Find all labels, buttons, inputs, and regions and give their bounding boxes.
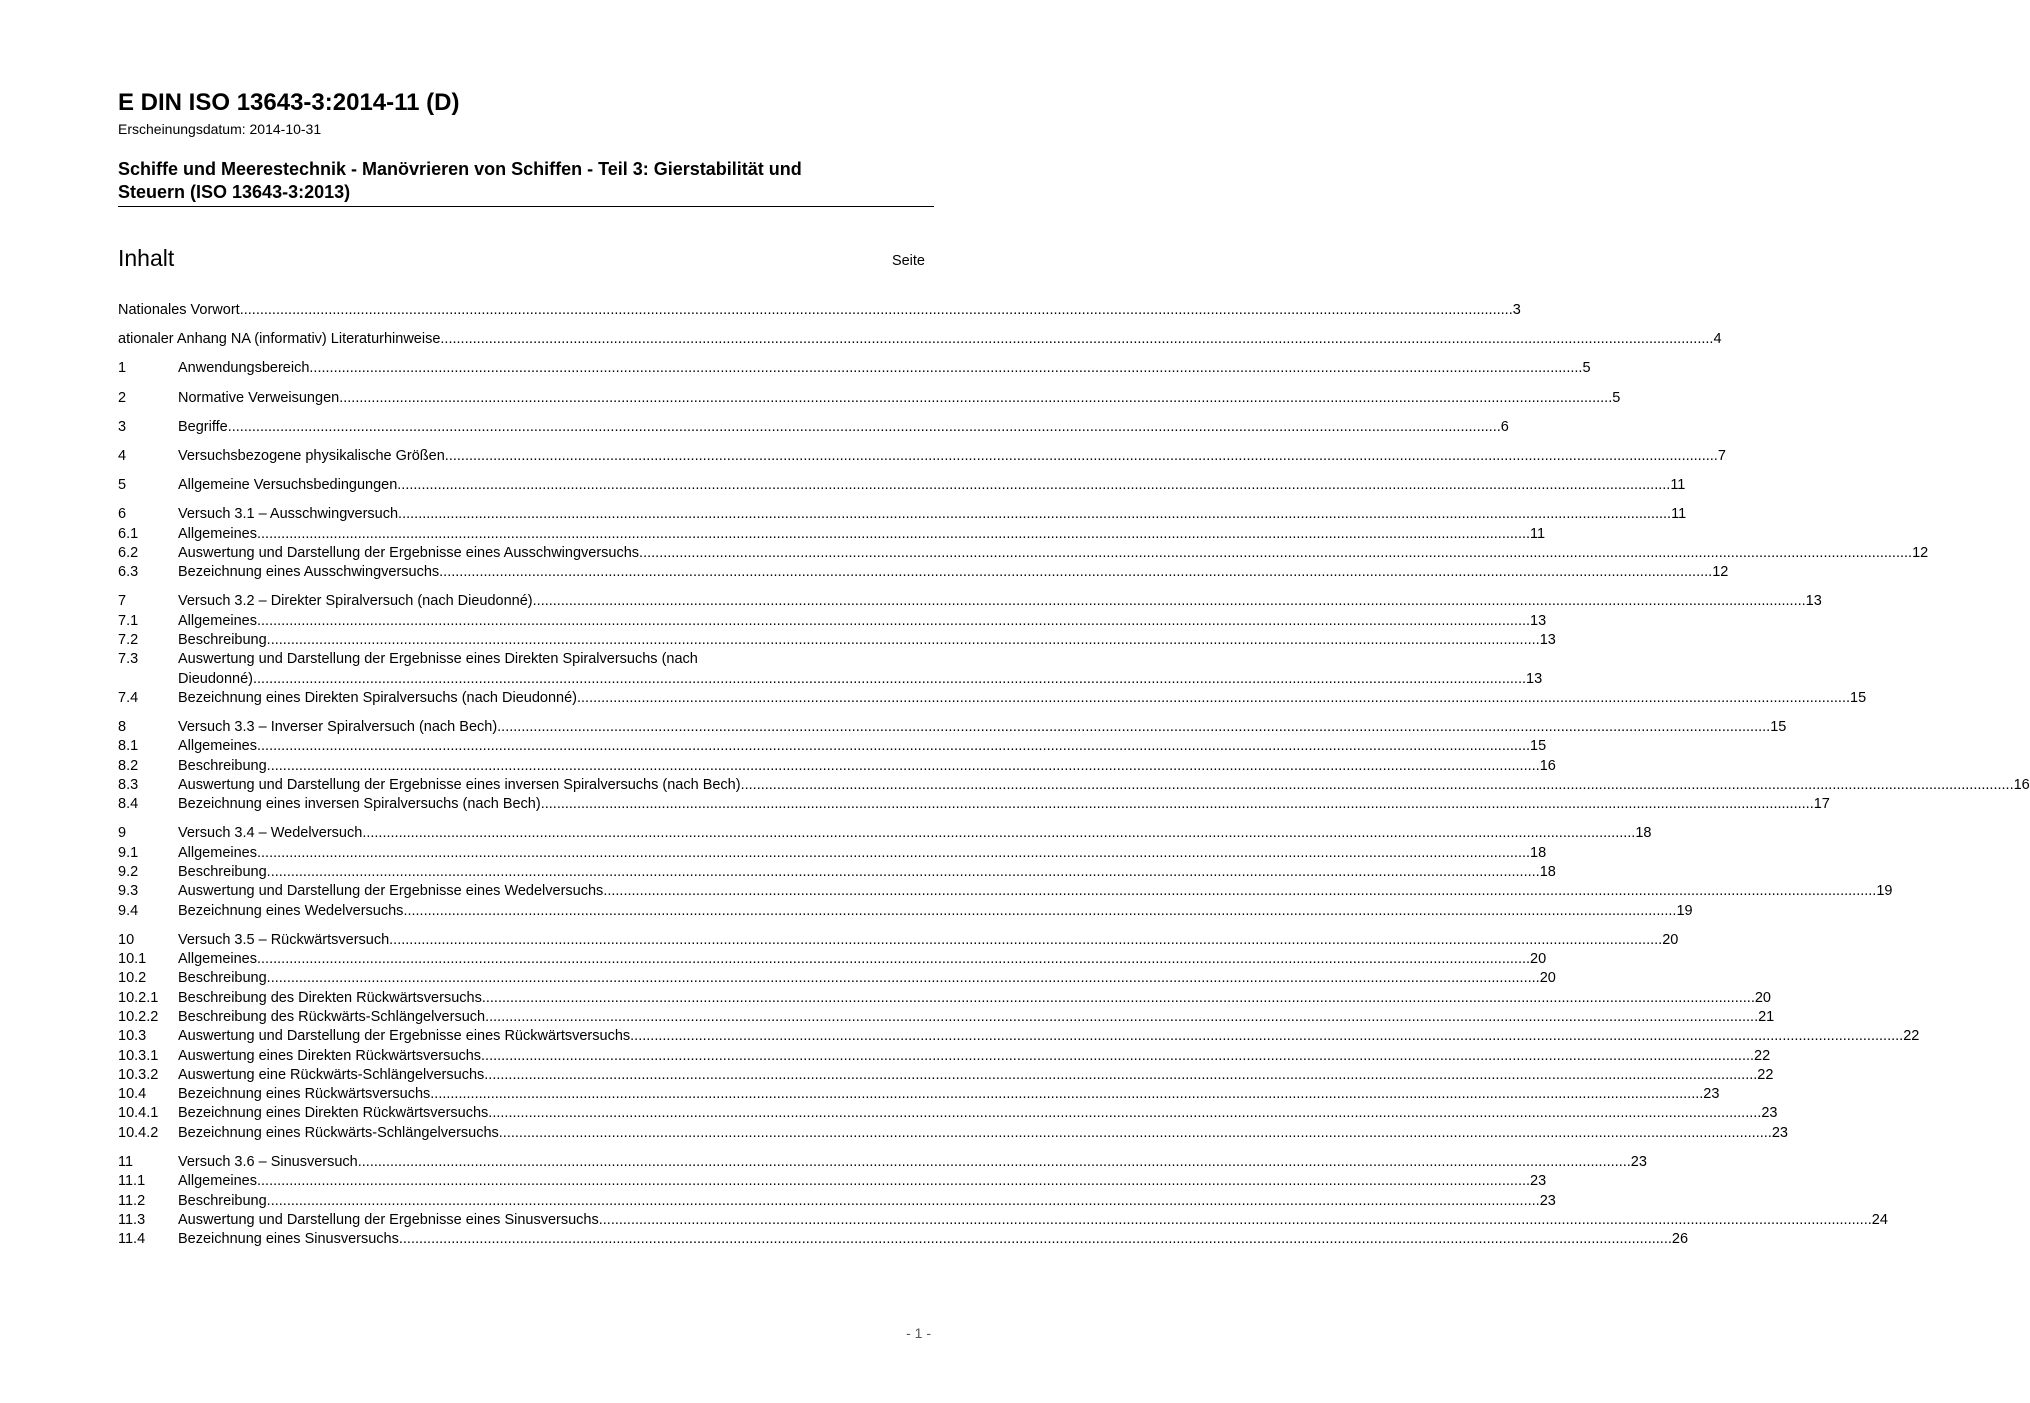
toc-heading: Inhalt <box>118 245 175 271</box>
toc-entry-page: 7 <box>1717 447 1726 464</box>
toc-entry-page: 21 <box>1758 1009 1775 1025</box>
toc-entry-title: Allgemeine Versuchsbedingungen <box>178 477 398 494</box>
toc-entry-page: 19 <box>1876 883 1893 900</box>
toc-entry-number: 9.2 <box>118 864 139 881</box>
toc-entry-page: 5 <box>1582 360 1591 377</box>
toc-leader-dots <box>577 689 1850 708</box>
toc-entry[interactable] <box>118 330 1722 349</box>
toc-entry-page: 11 <box>1530 525 1546 542</box>
toc-entry-number: 10.3 <box>118 1028 147 1045</box>
toc-entry-page: 19 <box>1676 902 1693 919</box>
toc-entry-page: 6 <box>1500 418 1509 435</box>
toc-entry-page: 20 <box>1530 951 1547 968</box>
toc-entry-title: Auswertung und Darstellung der Ergebnisse eines Ausschwingversuchs <box>178 544 640 561</box>
toc-entry-number: 11 <box>118 1153 134 1170</box>
toc-entry-title: Auswertung eines Direkten Rückwärtsversuchs <box>178 1047 482 1064</box>
toc-entry-title: Allgemeines <box>178 525 257 542</box>
toc-entry-title: Beschreibung <box>178 864 267 881</box>
toc-entry-page: 11 <box>1671 506 1687 523</box>
toc-entry-page: 20 <box>1754 989 1771 1006</box>
toc-entry-title: Beschreibung <box>178 631 267 648</box>
toc-leader-dots <box>267 757 1540 776</box>
toc-entry[interactable] <box>118 1211 1888 1230</box>
toc-entry[interactable] <box>118 737 1547 756</box>
toc-entry[interactable] <box>118 718 1787 737</box>
toc-entry[interactable] <box>118 1124 1788 1143</box>
toc-leader-dots <box>257 525 1530 544</box>
toc-leader-dots <box>399 1230 1672 1249</box>
toc-entry-title: Beschreibung des Direkten Rückwärtsversuchs <box>178 989 482 1006</box>
toc-entry-title: Beschreibung <box>178 757 267 774</box>
toc-entry[interactable] <box>118 689 1867 708</box>
toc-entry-number: 10.2 <box>118 970 147 987</box>
toc-entry-number: 7.3 <box>118 651 139 668</box>
toc-leader-dots <box>403 902 1676 921</box>
toc-entry-number: 7.2 <box>118 631 139 648</box>
toc-entry-title: Versuch 3.3 – Inverser Spiralversuch (nach Bech) <box>178 719 498 736</box>
document-title-line-1: Schiffe und Meerestechnik - Manövrieren von Schiffen - Teil 3: Gierstabilität und <box>118 159 802 179</box>
toc-leader-dots <box>257 737 1530 756</box>
toc-entry[interactable] <box>118 1153 1647 1172</box>
toc-entry-page: 3 <box>1512 302 1521 318</box>
toc-entry-title: Allgemeines <box>178 844 257 861</box>
toc-entry-title: Bezeichnung eines Sinusversuchs <box>178 1231 399 1248</box>
toc-entry-page: 18 <box>1635 825 1652 842</box>
toc-entry[interactable] <box>118 757 1556 776</box>
toc-entry-page: 4 <box>1713 331 1722 348</box>
toc-entry[interactable] <box>118 1085 1720 1104</box>
toc-leader-dots <box>499 1124 1772 1143</box>
toc-entry[interactable] <box>118 795 1830 814</box>
toc-entry-number: 10.3.2 <box>118 1066 159 1083</box>
toc-entry-number: 6.3 <box>118 564 139 581</box>
toc-entry-title: Versuchsbezogene physikalische Größen <box>178 447 445 464</box>
toc-entry-number: 7.4 <box>118 689 139 706</box>
toc-entry-page: 13 <box>1539 631 1556 648</box>
toc-entry-page: 23 <box>1539 1192 1556 1209</box>
toc-entry[interactable] <box>118 301 1521 320</box>
toc-entry-title: Versuch 3.5 – Rückwärtsversuch <box>178 931 390 948</box>
toc-leader-dots <box>741 776 2014 795</box>
toc-entry[interactable] <box>118 631 1556 650</box>
toc-entry-title: Beschreibung <box>178 1192 267 1209</box>
toc-entry-title: Bezeichnung eines inversen Spiralversuchs (nach Bech) <box>178 796 541 813</box>
toc-entry-title: Auswertung und Darstellung der Ergebnisse eines Direkten Spiralversuchs (nach <box>178 651 698 668</box>
toc-entry[interactable] <box>118 563 1729 582</box>
toc-leader-dots <box>309 359 1582 378</box>
toc-entry-page: 22 <box>1903 1028 1920 1045</box>
toc-entry-title: Allgemeines <box>178 1173 257 1190</box>
toc-entry-title: Allgemeines <box>178 738 257 755</box>
document-id: E DIN ISO 13643-3:2014-11 (D) <box>118 89 460 116</box>
toc-entry-title: Bezeichnung eines Rückwärts-Schlängelversuchs <box>178 1124 499 1141</box>
toc-entry-number: 10 <box>118 931 135 948</box>
toc-entry[interactable] <box>118 592 1822 611</box>
toc-entry-page: 23 <box>1703 1086 1720 1103</box>
toc-leader-dots <box>488 1104 1761 1123</box>
toc-entry-page: 5 <box>1612 389 1621 406</box>
table-of-contents <box>118 301 2030 1249</box>
toc-entry-page: 18 <box>1530 844 1547 861</box>
toc-entry-page: 23 <box>1530 1173 1547 1190</box>
toc-leader-dots <box>398 505 1671 524</box>
toc-entry[interactable] <box>118 1027 1920 1046</box>
toc-entry-title: Versuch 3.1 – Ausschwingversuch <box>178 506 399 523</box>
toc-leader-dots <box>639 544 1912 563</box>
toc-entry[interactable] <box>118 882 1893 901</box>
toc-entry-title: Anwendungsbereich <box>178 360 310 377</box>
toc-entry-page: 17 <box>1813 796 1830 813</box>
toc-entry-title: Normative Verweisungen <box>178 389 340 406</box>
toc-entry-title: Bezeichnung eines Ausschwingversuchs <box>178 564 440 581</box>
toc-entry-page: 11 <box>1670 477 1686 494</box>
toc-entry-title: ationaler Anhang NA (informativ) Literaturhinweise <box>118 331 441 348</box>
toc-entry[interactable] <box>118 544 1929 563</box>
toc-entry-page: 15 <box>1850 689 1867 706</box>
toc-entry-number: 9 <box>118 825 127 842</box>
toc-entry-title: Bezeichnung eines Rückwärtsversuchs <box>178 1086 431 1103</box>
toc-entry-title: Versuch 3.4 – Wedelversuch <box>178 825 363 842</box>
toc-entry-page: 20 <box>1662 931 1679 948</box>
toc-entry-number: 10.4 <box>118 1086 147 1103</box>
toc-entry-page: 12 <box>1912 544 1929 561</box>
toc-entry-number: 10.3.1 <box>118 1047 159 1064</box>
toc-entry-number: 9.1 <box>118 844 139 861</box>
toc-entry-number: 2 <box>118 389 127 406</box>
toc-entry-page: 26 <box>1671 1231 1689 1248</box>
toc-entry[interactable] <box>118 476 1686 495</box>
toc-entry-number: 6 <box>118 506 127 523</box>
toc-entry-page: 23 <box>1630 1153 1647 1170</box>
toc-entry-number: 8.1 <box>118 738 139 755</box>
toc-leader-dots <box>257 612 1530 631</box>
publication-date: Erscheinungsdatum: 2014-10-31 <box>118 121 322 137</box>
toc-entry-number: 10.4.2 <box>118 1124 159 1141</box>
toc-entry-number: 11.2 <box>118 1192 146 1209</box>
toc-entry-number: 11.3 <box>118 1211 146 1228</box>
toc-entry-page: 15 <box>1530 738 1547 755</box>
toc-entry-page: 16 <box>2013 776 2030 793</box>
toc-entry-number: 10.1 <box>118 951 147 968</box>
toc-entry-number: 7.1 <box>118 612 139 629</box>
toc-leader-dots <box>267 863 1540 882</box>
toc-leader-dots <box>497 718 1770 737</box>
toc-entry-number: 4 <box>118 447 127 464</box>
toc-leader-dots <box>358 1153 1631 1172</box>
document-title <box>118 158 934 207</box>
toc-entry-page: 15 <box>1770 719 1787 736</box>
toc-leader-dots <box>257 844 1530 863</box>
toc-entry-page: 18 <box>1539 864 1556 881</box>
toc-leader-dots <box>603 882 1876 901</box>
toc-leader-dots <box>240 301 1513 320</box>
toc-entry[interactable] <box>118 359 1591 378</box>
toc-entry-page: 13 <box>1530 612 1547 629</box>
toc-entry-title: Beschreibung <box>178 970 267 987</box>
toc-entry-page: 23 <box>1771 1124 1788 1141</box>
toc-entry-page: 12 <box>1712 564 1729 581</box>
toc-entry[interactable] <box>118 612 1547 631</box>
toc-entry[interactable] <box>118 950 1547 969</box>
toc-leader-dots <box>630 1027 1903 1046</box>
toc-entry-title: Auswertung und Darstellung der Ergebnisse eines Sinusversuchs <box>178 1211 599 1228</box>
toc-entry-number: 9.3 <box>118 883 139 900</box>
toc-entry-number: 6.2 <box>118 544 139 561</box>
toc-entry[interactable] <box>118 505 1687 524</box>
toc-entry-title: Versuch 3.6 – Sinusversuch <box>178 1153 358 1170</box>
toc-entry-title: Allgemeines <box>178 951 257 968</box>
toc-entry[interactable] <box>118 389 1621 408</box>
toc-entry[interactable] <box>118 844 1547 863</box>
toc-entry-title: Beschreibung des Rückwärts-Schlängelversuch <box>178 1009 486 1025</box>
toc-leader-dots <box>339 389 1612 408</box>
toc-leader-dots <box>397 476 1670 495</box>
toc-leader-dots <box>440 330 1713 349</box>
toc-entry-title: Begriffe <box>178 418 228 435</box>
toc-leader-dots <box>541 795 1814 814</box>
toc-entry-page: 22 <box>1754 1047 1771 1064</box>
toc-entry-title: Auswertung eine Rückwärts-Schlängelversuchs <box>178 1066 485 1083</box>
toc-leader-dots <box>389 931 1662 950</box>
toc-entry-number: 10.2.2 <box>118 1009 159 1025</box>
toc-entry[interactable] <box>118 1192 1556 1211</box>
toc-leader-dots <box>445 447 1718 466</box>
toc-entry-number: 10.2.1 <box>118 989 159 1006</box>
toc-entry-title: Bezeichnung eines Wedelversuchs <box>178 902 404 919</box>
toc-leader-dots <box>267 1192 1540 1211</box>
toc-leader-dots <box>228 418 1501 437</box>
toc-leader-dots <box>533 592 1806 611</box>
toc-leader-dots <box>484 1066 1757 1085</box>
toc-entry-title: Bezeichnung eines Direkten Rückwärtsversuchs <box>178 1105 489 1122</box>
toc-leader-dots <box>481 1047 1754 1066</box>
toc-entry[interactable] <box>118 447 1726 466</box>
toc-entry[interactable] <box>118 1230 1689 1249</box>
toc-leader-dots <box>253 670 1526 689</box>
toc-entry-title: Allgemeines <box>178 612 257 629</box>
toc-entry-page: 13 <box>1526 670 1543 687</box>
toc-leader-dots <box>362 824 1635 843</box>
toc-entry-page: 23 <box>1761 1105 1778 1122</box>
toc-leader-dots <box>439 563 1712 582</box>
toc-entry-title: Auswertung und Darstellung der Ergebnisse eines Wedelversuchs <box>178 883 604 900</box>
toc-entry[interactable] <box>118 1066 1774 1085</box>
toc-entry-number: 3 <box>118 418 127 435</box>
toc-entry[interactable] <box>118 650 932 669</box>
toc-entry-number: 5 <box>118 477 127 494</box>
toc-leader-dots <box>485 1008 1758 1027</box>
toc-entry[interactable] <box>118 863 1556 882</box>
toc-entry[interactable] <box>118 1047 1771 1066</box>
toc-entry-number: 8.4 <box>118 796 139 813</box>
toc-leader-dots <box>267 969 1540 988</box>
toc-entry-title: Dieudonné) <box>178 670 253 687</box>
toc-entry-number: 1 <box>118 360 127 377</box>
page-number: - 1 - <box>906 1325 931 1341</box>
toc-entry-number: 9.4 <box>118 902 139 919</box>
toc-entry-title: Versuch 3.2 – Direkter Spiralversuch (nach Dieudonné) <box>178 593 533 610</box>
toc-entry[interactable] <box>118 931 1679 950</box>
toc-entry[interactable] <box>118 824 1652 843</box>
toc-entry-number: 7 <box>118 593 127 610</box>
toc-entry-number: 8.2 <box>118 757 139 774</box>
toc-entry-number: 11.1 <box>118 1173 146 1190</box>
toc-entry-page: 13 <box>1805 593 1822 610</box>
toc-entry[interactable] <box>118 902 1693 921</box>
toc-leader-dots <box>599 1211 1872 1230</box>
toc-entry-page: 16 <box>1539 757 1556 774</box>
toc-page-column-label: Seite <box>891 253 925 269</box>
toc-leader-dots <box>257 950 1530 969</box>
toc-leader-dots <box>482 989 1755 1008</box>
toc-entry[interactable] <box>118 1172 1547 1191</box>
toc-entry-title: Auswertung und Darstellung der Ergebnisse eines inversen Spiralversuchs (nach Bech) <box>178 776 741 793</box>
toc-entry[interactable] <box>118 969 1556 988</box>
toc-entry-number: 10.4.1 <box>118 1105 159 1122</box>
toc-entry[interactable] <box>118 418 1509 437</box>
toc-entry[interactable] <box>118 525 1546 544</box>
toc-entry-page: 24 <box>1871 1211 1888 1228</box>
toc-leader-dots <box>430 1085 1703 1104</box>
toc-entry-number: 6.1 <box>118 525 139 542</box>
toc-entry-title: Bezeichnung eines Direkten Spiralversuchs (nach Dieudonné) <box>178 689 577 706</box>
toc-entry-number: 8.3 <box>118 776 139 793</box>
toc-entry-title: Nationales Vorwort <box>118 302 240 318</box>
toc-entry[interactable] <box>118 1008 1775 1027</box>
toc-entry[interactable] <box>118 670 1543 689</box>
toc-entry-page: 22 <box>1757 1066 1774 1083</box>
toc-entry[interactable] <box>118 1104 1778 1123</box>
toc-leader-dots <box>267 631 1540 650</box>
document-title-line-2: Steuern (ISO 13643-3:2013) <box>118 182 351 202</box>
toc-leader-dots <box>257 1172 1530 1191</box>
toc-entry-page: 20 <box>1539 970 1556 987</box>
toc-entry[interactable] <box>118 776 2030 795</box>
toc-entry[interactable] <box>118 989 1771 1008</box>
toc-entry-number: 8 <box>118 719 127 736</box>
toc-entry-number: 11.4 <box>118 1231 146 1248</box>
toc-entry-title: Auswertung und Darstellung der Ergebnisse eines Rückwärtsversuchs <box>178 1028 631 1045</box>
